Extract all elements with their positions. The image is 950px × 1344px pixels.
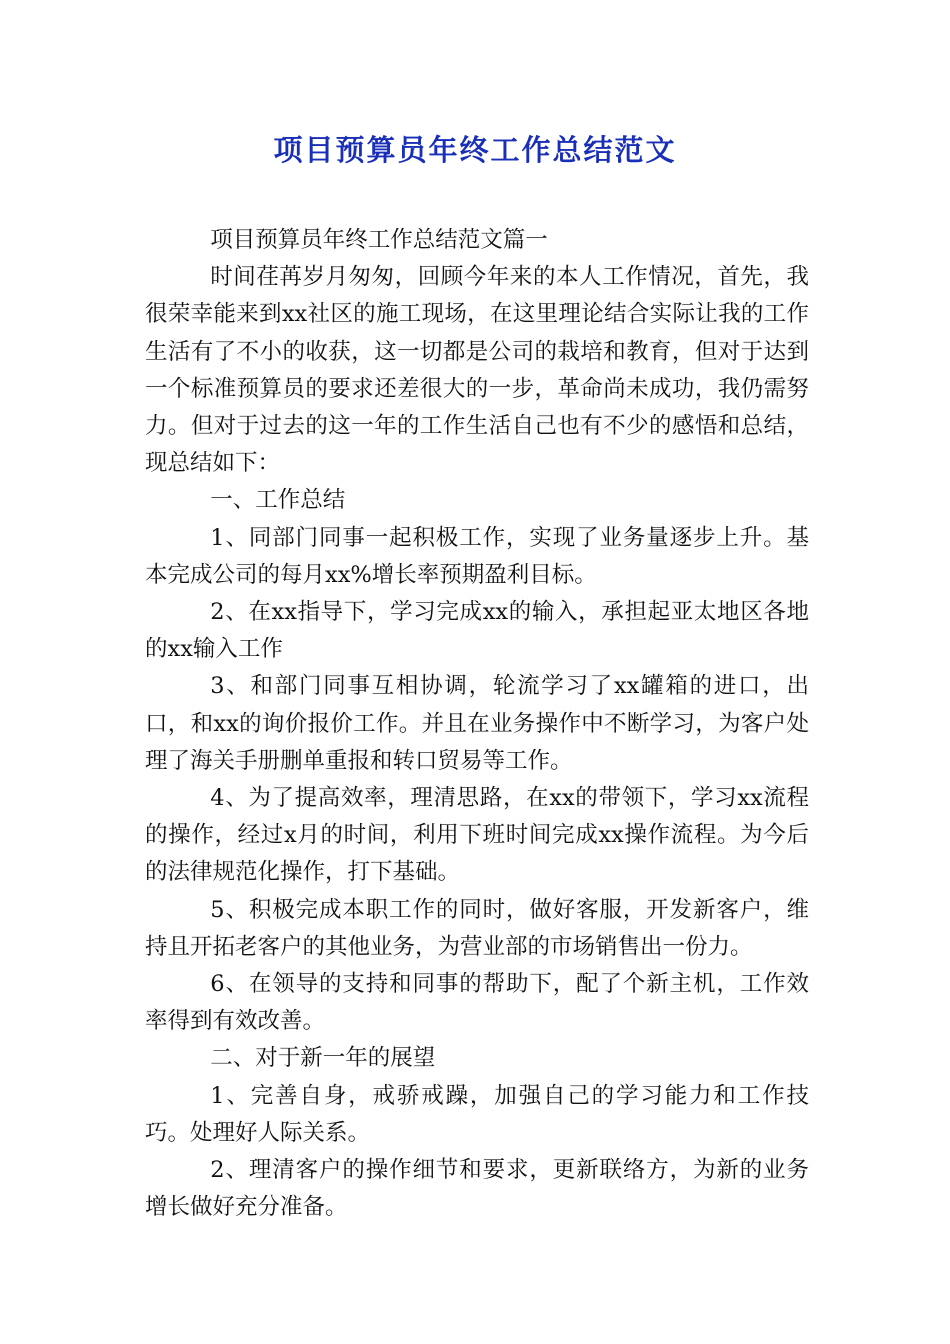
section-heading-work-summary: 一、工作总结: [210, 487, 346, 514]
section-heading-outlook: 二、对于新一年的展望: [210, 1045, 436, 1072]
summary-item-1: 1、同部门同事一起积极工作，实现了业务量逐步上升。基本完成公司的每月xx%增长率预期盈利目标。: [145, 524, 809, 588]
summary-item-3: 3、和部门同事互相协调，轮流学习了xx罐箱的进口，出口，和xx的询价报价工作。并且在业务操作中不断学习，为客户处理了海关手册删单重报和转口贸易等工作。: [145, 673, 809, 774]
intro-paragraph: 时间荏苒岁月匆匆，回顾今年来的本人工作情况，首先，我很荣幸能来到xx社区的施工现场，在这里理论结合实际让我的工作生活有了不小的收获，这一切都是公司的栽培和教育，但对于达到一个标准预算员的要求还差很大的一步，革命尚未成功，我仍需努力。但对于过去的这一年的工作生活自己也有不少的感悟和总结，现总结如下：: [145, 264, 809, 477]
summary-item-2: 2、在xx指导下，学习完成xx的输入，承担起亚太地区各地的xx输入工作: [145, 599, 809, 663]
document-title: 项目预算员年终工作总结范文: [273, 133, 677, 167]
outlook-item-2: 2、理清客户的操作细节和要求，更新联络方，为新的业务增长做好充分准备。: [145, 1157, 809, 1221]
summary-item-5: 5、积极完成本职工作的同时，做好客服，开发新客户，维持且开拓老客户的其他业务，为营业部的市场销售出一份力。: [145, 896, 809, 960]
summary-item-4: 4、为了提高效率，理清思路，在xx的带领下，学习xx流程的操作，经过x月的时间，利用下班时间完成xx操作流程。为今后的法律规范化操作，打下基础。: [145, 785, 809, 886]
document-body: [145, 222, 809, 1226]
outlook-item-1: 1、完善自身，戒骄戒躁，加强自己的学习能力和工作技巧。处理好人际关系。: [145, 1082, 809, 1146]
summary-item-6: 6、在领导的支持和同事的帮助下，配了个新主机，工作效率得到有效改善。: [145, 971, 809, 1035]
article-heading: 项目预算员年终工作总结范文篇一: [210, 227, 548, 253]
